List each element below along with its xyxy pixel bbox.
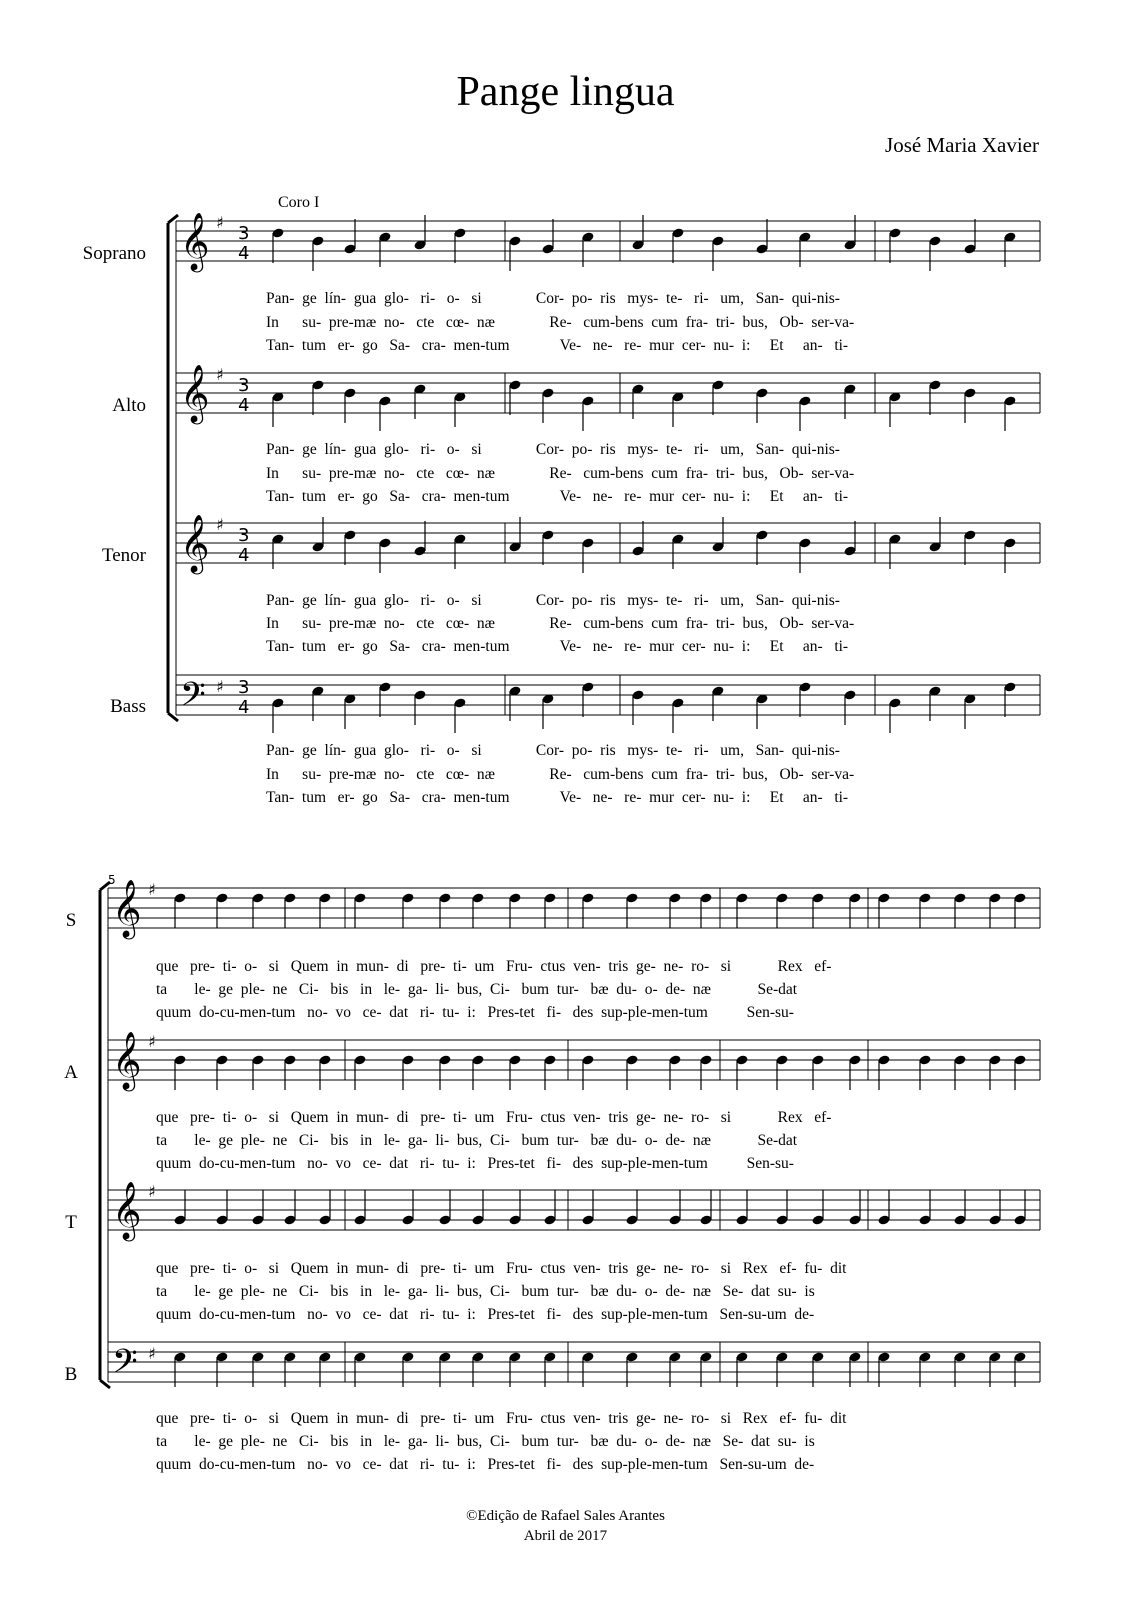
part-label-t: T bbox=[65, 1212, 77, 1233]
system2-lyric-upper-verse-2: ta le- ge ple- ne Ci- bis in le- ga- li- bus, Ci- bum tur- bæ du- o- de- næ Se-dat bbox=[156, 981, 798, 998]
key-signature-sharp-icon: ♯ bbox=[216, 213, 224, 232]
part-label-alto: Alto bbox=[112, 395, 146, 416]
clef-icon: 𝄢 bbox=[180, 676, 206, 722]
clef-icon: 𝄢 bbox=[112, 1343, 138, 1389]
time-sig-bottom: 4 bbox=[238, 697, 250, 718]
time-sig-top: 3 bbox=[238, 223, 250, 244]
system2-lyric-upper-verse-2: ta le- ge ple- ne Ci- bis in le- ga- li- bus, Ci- bum tur- bæ du- o- de- næ Se-dat bbox=[156, 1132, 798, 1149]
part-label-b: B bbox=[64, 1364, 78, 1385]
section-label: Coro I bbox=[278, 194, 320, 211]
system2-lyric-upper-verse-3: quum do-cu-men-tum no- vo ce- dat ri- tu- i: Pres-tet fi- des sup-ple-men-tum Sen-su- bbox=[156, 1004, 794, 1021]
key-signature-sharp-icon: ♯ bbox=[216, 515, 224, 534]
score-title: Pange lingua bbox=[456, 69, 675, 115]
key-signature-sharp-icon: ♯ bbox=[148, 1344, 156, 1363]
system2-lyric-upper-verse-1: que pre- ti- o- si Quem in mun- di pre- ti- um Fru- ctus ven- tris ge- ne- ro- si Rex ef- bbox=[156, 958, 832, 975]
system1-lyric-verse-2: In su- pre-mæ no- cte cœ- næ Re- cum-bens cum fra- tri- bus, Ob- ser-va- bbox=[266, 766, 855, 783]
time-sig-top: 3 bbox=[238, 375, 250, 396]
system1-lyric-verse-3: Tan- tum er- go Sa- cra- men-tum Ve- ne- re- mur cer- nu- i: Et an- ti- bbox=[266, 789, 849, 806]
clef-icon: 𝄞 bbox=[180, 364, 210, 422]
system1-lyric-verse-2: In su- pre-mæ no- cte cœ- næ Re- cum-bens cum fra- tri- bus, Ob- ser-va- bbox=[266, 615, 855, 632]
system1-lyric-verse-3: Tan- tum er- go Sa- cra- men-tum Ve- ne- re- mur cer- nu- i: Et an- ti- bbox=[266, 638, 849, 655]
system1-lyric-verse-1: Pan- ge lín- gua glo- ri- o- si Cor- po- ris mys- te- ri- um, San- qui-nis- bbox=[266, 742, 840, 759]
system1-lyric-verse-1: Pan- ge lín- gua glo- ri- o- si Cor- po- ris mys- te- ri- um, San- qui-nis- bbox=[266, 290, 840, 307]
key-signature-sharp-icon: ♯ bbox=[148, 880, 156, 899]
system2-lyric-lower-verse-1: que pre- ti- o- si Quem in mun- di pre- ti- um Fru- ctus ven- tris ge- ne- ro- si Rex ef- fu- dit bbox=[156, 1260, 847, 1277]
system1-lyric-verse-2: In su- pre-mæ no- cte cœ- næ Re- cum-bens cum fra- tri- bus, Ob- ser-va- bbox=[266, 314, 855, 331]
system1-lyric-verse-3: Tan- tum er- go Sa- cra- men-tum Ve- ne- re- mur cer- nu- i: Et an- ti- bbox=[266, 488, 849, 505]
system2-lyric-upper-verse-3: quum do-cu-men-tum no- vo ce- dat ri- tu- i: Pres-tet fi- des sup-ple-men-tum Sen-su- bbox=[156, 1155, 794, 1172]
system1-lyric-verse-1: Pan- ge lín- gua glo- ri- o- si Cor- po- ris mys- te- ri- um, San- qui-nis- bbox=[266, 592, 840, 609]
part-label-s: S bbox=[65, 910, 77, 931]
system2-lyric-upper-verse-1: que pre- ti- o- si Quem in mun- di pre- ti- um Fru- ctus ven- tris ge- ne- ro- si Rex ef- bbox=[156, 1109, 832, 1126]
system1-lyric-verse-3: Tan- tum er- go Sa- cra- men-tum Ve- ne- re- mur cer- nu- i: Et an- ti- bbox=[266, 337, 849, 354]
time-sig-top: 3 bbox=[238, 525, 250, 546]
time-sig-top: 3 bbox=[238, 677, 250, 698]
edition-date: Abril de 2017 bbox=[523, 1528, 608, 1544]
clef-icon: 𝄞 bbox=[112, 1181, 142, 1239]
clef-icon: 𝄞 bbox=[112, 1031, 142, 1089]
clef-icon: 𝄞 bbox=[180, 514, 210, 572]
part-label-tenor: Tenor bbox=[101, 545, 146, 566]
composer-name: José Maria Xavier bbox=[885, 133, 1039, 157]
key-signature-sharp-icon: ♯ bbox=[148, 1032, 156, 1051]
system2-lyric-lower-verse-3: quum do-cu-men-tum no- vo ce- dat ri- tu- i: Pres-tet fi- des sup-ple-men-tum Sen-su-um de- bbox=[156, 1456, 815, 1473]
key-signature-sharp-icon: ♯ bbox=[216, 677, 224, 696]
key-signature-sharp-icon: ♯ bbox=[148, 1182, 156, 1201]
time-sig-bottom: 4 bbox=[238, 243, 250, 264]
key-signature-sharp-icon: ♯ bbox=[216, 365, 224, 384]
system2-lyric-lower-verse-2: ta le- ge ple- ne Ci- bis in le- ga- li- bus, Ci- bum tur- bæ du- o- de- næ Se- dat su- is bbox=[156, 1283, 815, 1300]
part-label-soprano: Soprano bbox=[82, 243, 146, 264]
system2-lyric-lower-verse-3: quum do-cu-men-tum no- vo ce- dat ri- tu- i: Pres-tet fi- des sup-ple-men-tum Sen-su-um de- bbox=[156, 1306, 815, 1323]
time-sig-bottom: 4 bbox=[238, 545, 250, 566]
measure-number: 5 bbox=[108, 873, 116, 887]
clef-icon: 𝄞 bbox=[112, 879, 142, 937]
time-sig-bottom: 4 bbox=[238, 395, 250, 416]
system1-lyric-verse-2: In su- pre-mæ no- cte cœ- næ Re- cum-bens cum fra- tri- bus, Ob- ser-va- bbox=[266, 465, 855, 482]
clef-icon: 𝄞 bbox=[180, 212, 210, 270]
part-label-bass: Bass bbox=[110, 696, 146, 717]
system2-lyric-lower-verse-1: que pre- ti- o- si Quem in mun- di pre- ti- um Fru- ctus ven- tris ge- ne- ro- si Rex ef- fu- dit bbox=[156, 1410, 847, 1427]
system2-lyric-lower-verse-2: ta le- ge ple- ne Ci- bis in le- ga- li- bus, Ci- bum tur- bæ du- o- de- næ Se- dat su- is bbox=[156, 1433, 815, 1450]
edition-credit: ©Edição de Rafael Sales Arantes bbox=[466, 1508, 665, 1524]
part-label-a: A bbox=[64, 1062, 78, 1083]
system1-lyric-verse-1: Pan- ge lín- gua glo- ri- o- si Cor- po- ris mys- te- ri- um, San- qui-nis- bbox=[266, 441, 840, 458]
